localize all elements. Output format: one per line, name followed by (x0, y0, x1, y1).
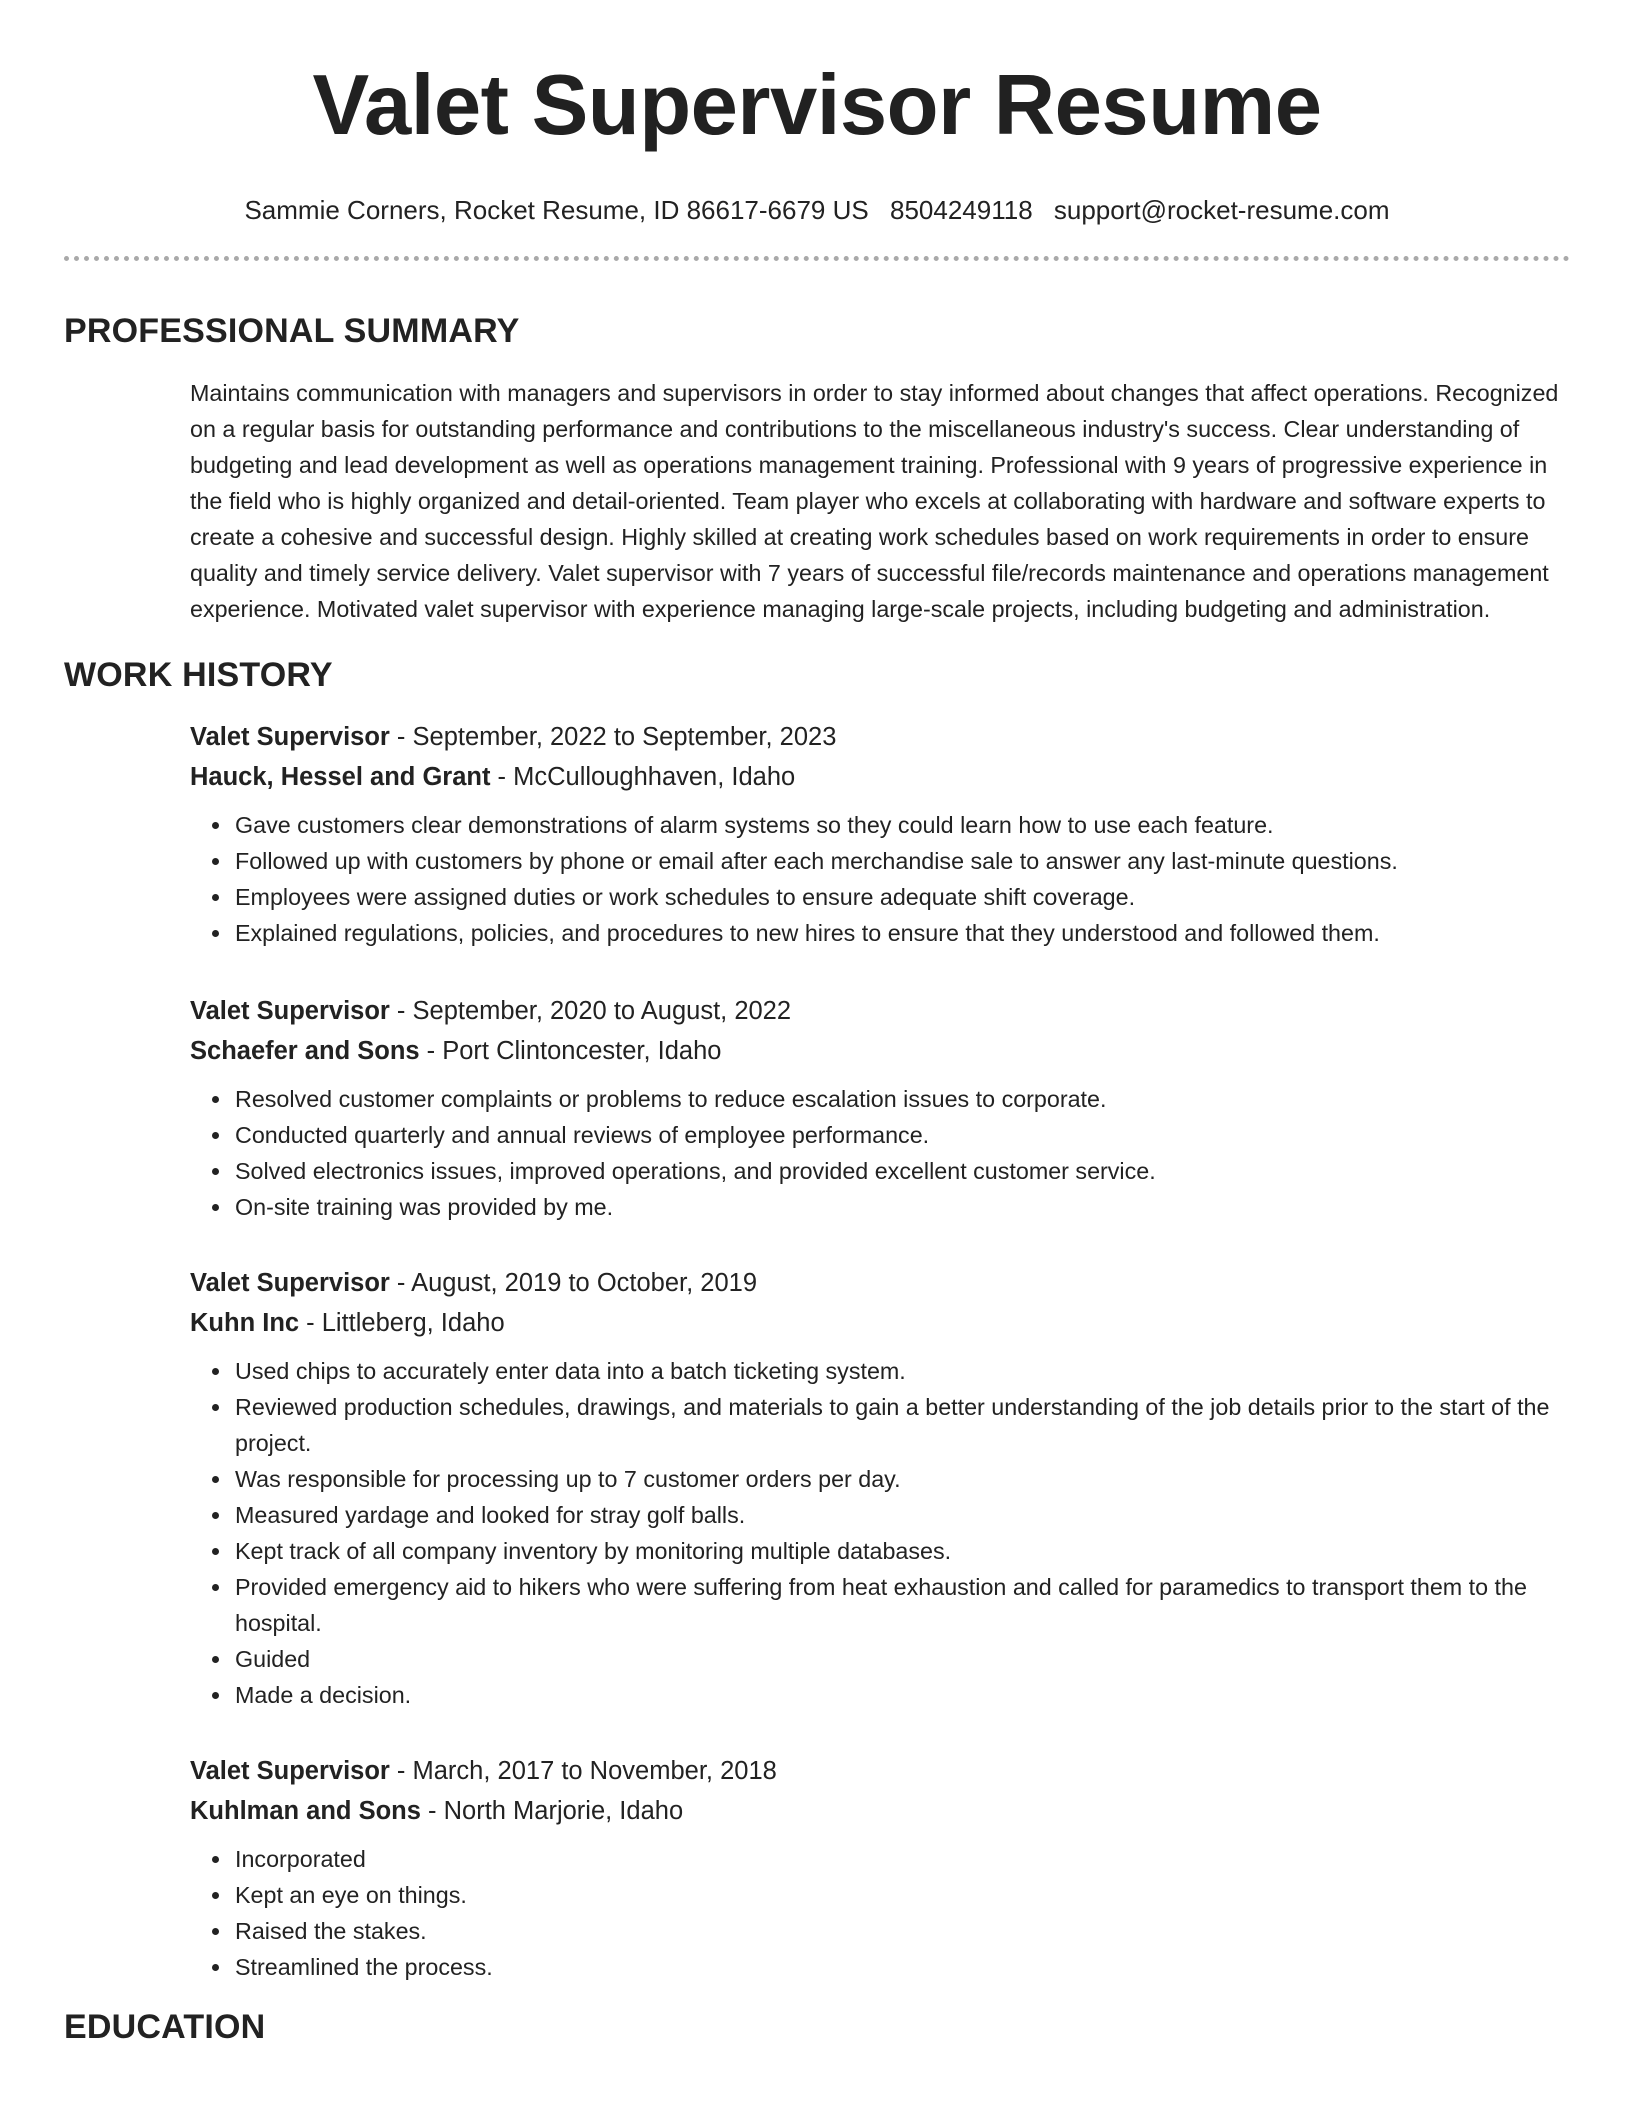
job-bullet: • Kept track of all company inventory by monitoring multiple databases. (233, 1533, 1570, 1569)
job-bullet: • Employees were assigned duties or work schedules to ensure adequate shift coverage. (233, 879, 1570, 915)
resume-page (64, 0, 1570, 2051)
job-bullet: • Raised the stakes. (233, 1913, 1570, 1949)
contact-phone: 8504249118 (889, 195, 1033, 225)
job-bullet: • Kept an eye on things. (233, 1877, 1570, 1913)
job-entry (190, 1263, 1570, 1713)
job-title: Valet Supervisor (190, 1269, 390, 1297)
job-bullet: • Streamlined the process. (233, 1949, 1570, 1985)
education-heading: EDUCATION (64, 2008, 266, 2046)
contact-line (64, 190, 1570, 230)
job-company-line (190, 1791, 1570, 1831)
summary-text: Maintains communication with managers and supervisors in order to stay informed about changes that affect operations. Recognized on a regular basis for outstanding performance and contributions to the miscellaneous industry's success. Clear understanding of budgeting and lead development as well as operations management training. Professional with 9 years of progressive experience in the field who is highly organized and detail-oriented. Team player who excels at collaborating with hardware and software experts to create a cohesive and successful design. Highly skilled at creating work schedules based on work requirements in order to ensure quality and timely service delivery. Valet supervisor with 7 years of successful file/records maintenance and operations management experience. Motivated valet supervisor with experience managing large-scale projects, including budgeting and administration. (190, 380, 1559, 622)
header-divider (64, 256, 1570, 261)
job-location: - McCulloughhaven, Idaho (490, 763, 796, 791)
job-bullets (190, 1081, 1570, 1225)
job-title: Valet Supervisor (190, 997, 390, 1025)
job-company-line (190, 1031, 1570, 1071)
job-dates: - September, 2022 to September, 2023 (389, 723, 837, 751)
resume-title: Valet Supervisor Resume (312, 58, 1322, 153)
job-company-line (190, 1303, 1570, 1343)
job-dates: - August, 2019 to October, 2019 (389, 1269, 758, 1297)
job-bullet: • Incorporated (233, 1841, 1570, 1877)
job-bullet: • Explained regulations, policies, and procedures to new hires to ensure that they understood and followed them. (233, 915, 1570, 951)
job-bullets (190, 807, 1570, 951)
job-dates: - September, 2020 to August, 2022 (389, 997, 792, 1025)
job-bullet: • Was responsible for processing up to 7 customer orders per day. (233, 1461, 1570, 1497)
job-location: - Port Clintoncester, Idaho (419, 1037, 722, 1065)
job-location: - Littleberg, Idaho (299, 1309, 505, 1337)
job-bullets (190, 1841, 1570, 1985)
contact-email: support@rocket-resume.com (1053, 195, 1390, 225)
job-company: Hauck, Hessel and Grant (190, 763, 491, 791)
job-title-line (190, 991, 1570, 1031)
job-title: Valet Supervisor (190, 723, 390, 751)
job-company-line (190, 757, 1570, 797)
job-bullet: • Followed up with customers by phone or email after each merchandise sale to answer any last-minute questions. (233, 843, 1570, 879)
job-bullet: • Measured yardage and looked for stray golf balls. (233, 1497, 1570, 1533)
job-location: - North Marjorie, Idaho (420, 1797, 684, 1825)
job-entry (190, 1751, 1570, 1985)
job-bullet: • Gave customers clear demonstrations of alarm systems so they could learn how to use each feature. (233, 807, 1570, 843)
job-company: Kuhlman and Sons (190, 1797, 421, 1825)
job-company: Schaefer and Sons (190, 1037, 420, 1065)
job-bullet: • Resolved customer complaints or problems to reduce escalation issues to corporate. (233, 1081, 1570, 1117)
job-bullet: • Solved electronics issues, improved operations, and provided excellent customer service. (233, 1153, 1570, 1189)
job-dates: - March, 2017 to November, 2018 (389, 1757, 777, 1785)
job-entry (190, 717, 1570, 951)
job-bullet: • Guided (233, 1641, 1570, 1677)
job-entry (190, 991, 1570, 1225)
job-bullet: • Provided emergency aid to hikers who were suffering from heat exhaustion and called for paramedics to transport them to the hospital. (233, 1569, 1570, 1641)
job-bullet: • Made a decision. (233, 1677, 1570, 1713)
contact-address: Sammie Corners, Rocket Resume, ID 86617-6679 US (244, 195, 869, 225)
work-history-list (64, 717, 1570, 1985)
job-bullets (190, 1353, 1570, 1713)
summary-heading: PROFESSIONAL SUMMARY (64, 312, 520, 350)
job-title-line (190, 717, 1570, 757)
job-title-line (190, 1751, 1570, 1791)
job-bullet: • Reviewed production schedules, drawings, and materials to gain a better understanding of the job details prior to the start of the project. (233, 1389, 1570, 1461)
work-history-heading: WORK HISTORY (64, 656, 333, 694)
job-bullet: • Used chips to accurately enter data into a batch ticketing system. (233, 1353, 1570, 1389)
job-title: Valet Supervisor (190, 1757, 390, 1785)
job-bullet: • Conducted quarterly and annual reviews of employee performance. (233, 1117, 1570, 1153)
job-company: Kuhn Inc (190, 1309, 300, 1337)
job-bullet: • On-site training was provided by me. (233, 1189, 1570, 1225)
job-title-line (190, 1263, 1570, 1303)
